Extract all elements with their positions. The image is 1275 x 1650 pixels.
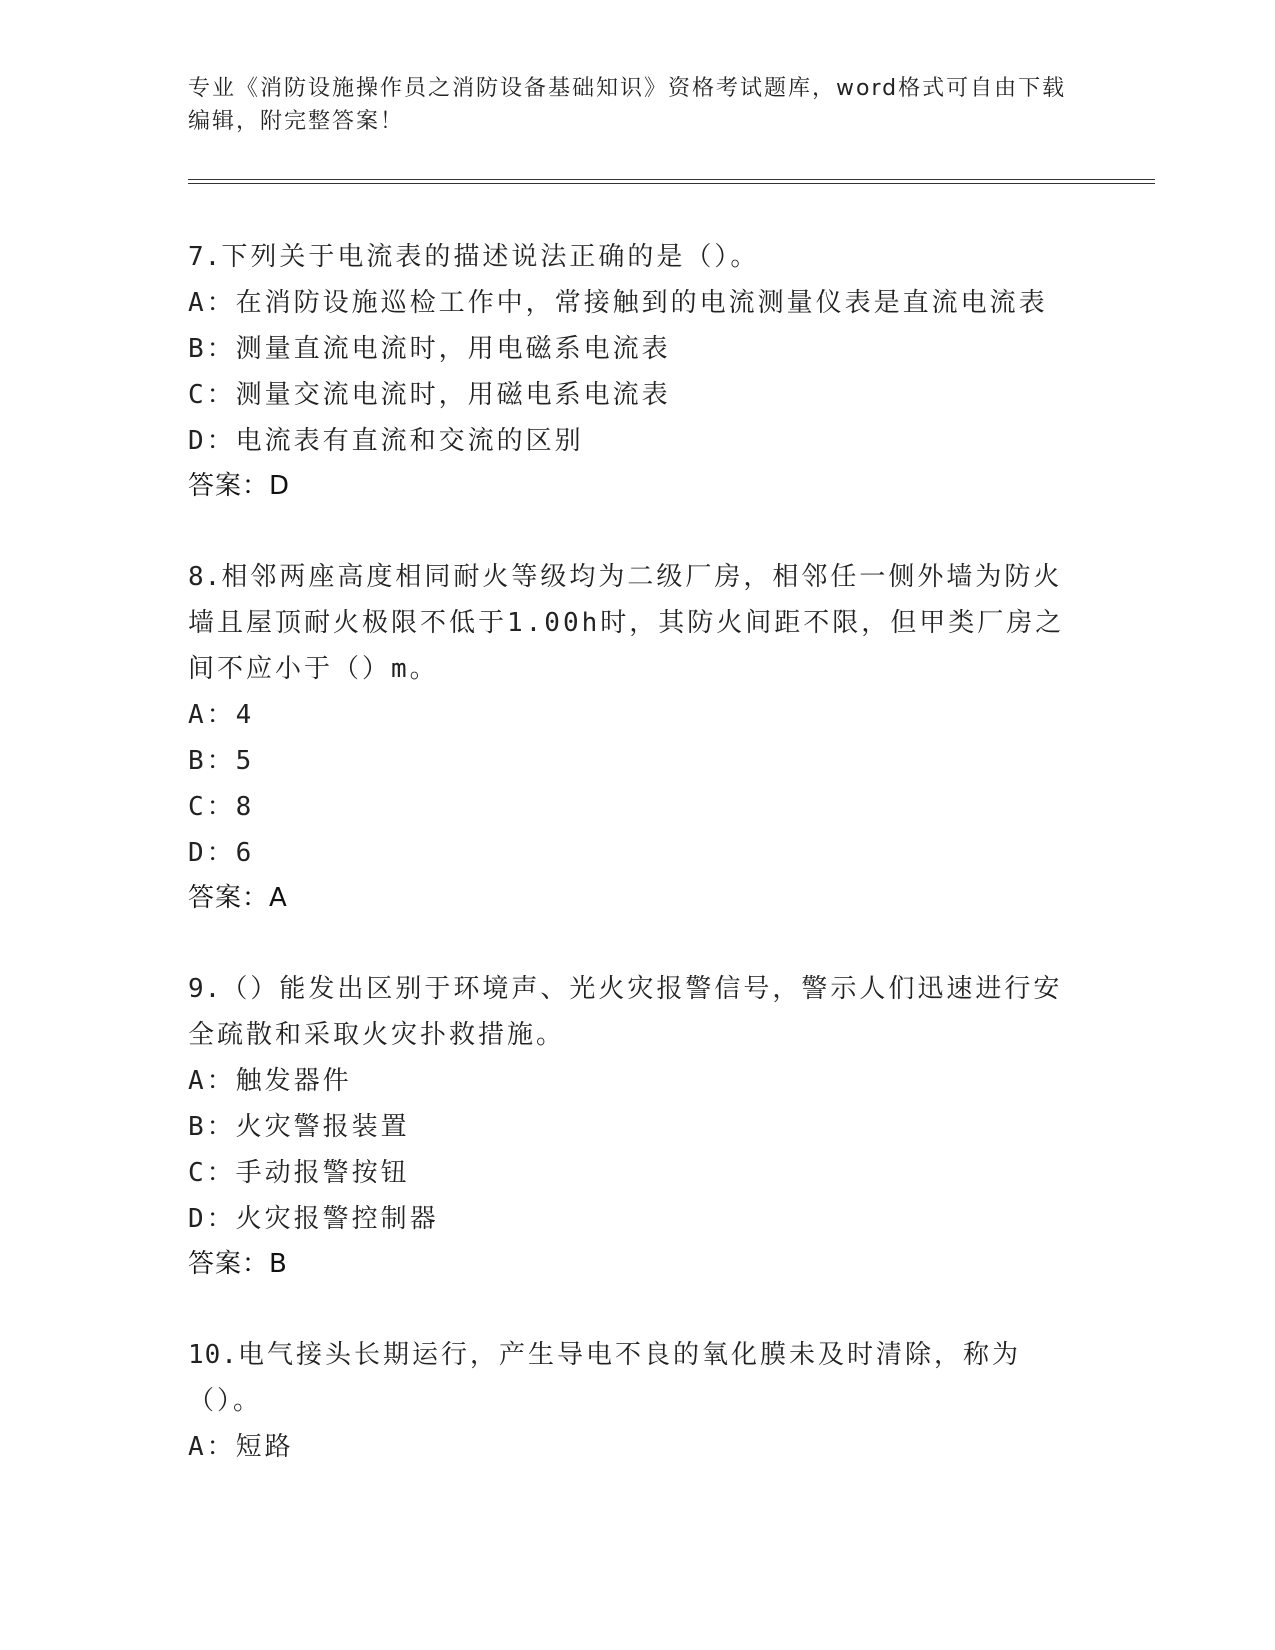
question-number: 10.: [188, 1340, 238, 1370]
question-stem: [188, 1332, 1088, 1424]
question-stem: [188, 234, 1088, 280]
header-divider-bottom: [188, 183, 1155, 184]
question-stem: [188, 966, 1088, 1058]
option-b: B：5: [188, 746, 255, 776]
answer: 答案：B: [188, 1249, 288, 1279]
question-9: [188, 966, 1088, 1286]
question-text: 电气接头长期运行，产生导电不良的氧化膜未及时清除，称为（）。: [188, 1340, 1021, 1416]
option-c: C：测量交流电流时，用磁电系电流表: [188, 380, 671, 410]
question-number: 7.: [188, 242, 222, 272]
header-divider-top: [188, 179, 1155, 180]
option-c: C：8: [188, 792, 255, 822]
question-10: [188, 1332, 1088, 1470]
option-d: D：电流表有直流和交流的区别: [188, 426, 584, 456]
question-8: [188, 554, 1088, 920]
question-text: 下列关于电流表的描述说法正确的是（）。: [221, 242, 760, 272]
answer: 答案：D: [188, 471, 291, 501]
question-number: 8.: [188, 562, 222, 592]
answer: 答案：A: [188, 883, 288, 913]
option-b: B：测量直流电流时，用电磁系电流表: [188, 334, 671, 364]
option-a: A：在消防设施巡检工作中，常接触到的电流测量仪表是直流电流表: [188, 288, 1048, 318]
question-list: [188, 234, 1088, 1516]
question-number: 9.: [188, 974, 222, 1004]
option-a: A：4: [188, 700, 255, 730]
question-7: [188, 234, 1088, 508]
option-a: A：触发器件: [188, 1066, 352, 1096]
question-text: （）能发出区别于环境声、光火灾报警信号，警示人们迅速进行安全疏散和采取火灾扑救措施。: [188, 974, 1063, 1050]
option-d: D：6: [188, 838, 255, 868]
document-header: 专业《消防设施操作员之消防设备基础知识》资格考试题库，word格式可自由下载编辑，附完整答案！: [188, 76, 1067, 134]
option-b: B：火灾警报装置: [188, 1112, 410, 1142]
question-stem: [188, 554, 1088, 692]
option-d: D：火灾报警控制器: [188, 1204, 439, 1234]
option-c: C：手动报警按钮: [188, 1158, 410, 1188]
option-a: A：短路: [188, 1432, 294, 1462]
question-text: 相邻两座高度相同耐火等级均为二级厂房，相邻任一侧外墙为防火墙且屋顶耐火极限不低于1.00h时，其防火间距不限，但甲类厂房之间不应小于（）m。: [188, 562, 1065, 684]
